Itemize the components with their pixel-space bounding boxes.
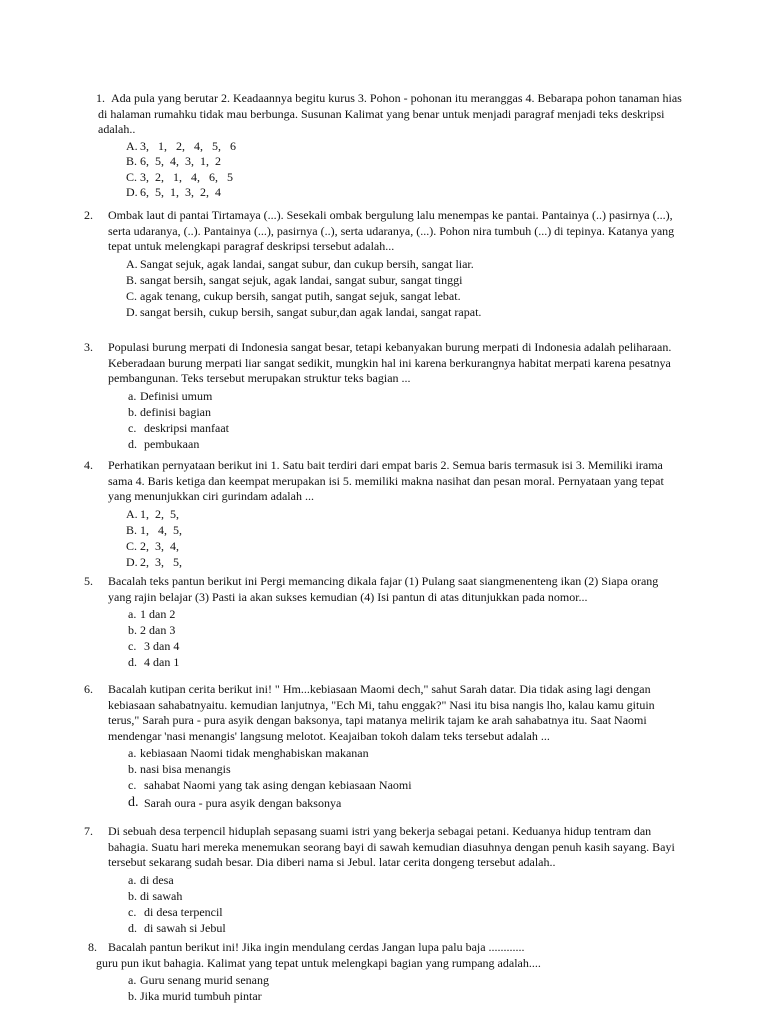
option-text: 3, 1, 2, 4, 5, 6 [140, 138, 236, 153]
option-d[interactable] [126, 554, 684, 570]
option-text: di desa [140, 872, 174, 887]
option-text: 4 dan 1 [144, 655, 180, 669]
question-1-options [126, 139, 684, 201]
option-letter: D. [126, 304, 138, 319]
question-6 [84, 682, 684, 811]
question-5-stem [84, 574, 684, 605]
option-text: di sawah [140, 888, 183, 903]
option-letter: B. [126, 522, 138, 537]
option-c[interactable] [128, 638, 684, 654]
option-c[interactable] [128, 420, 684, 436]
option-letter: b. [128, 762, 137, 776]
option-text: 1 dan 2 [140, 607, 176, 621]
option-b[interactable] [126, 272, 684, 288]
question-number: 7. [84, 824, 93, 838]
option-text: Guru senang murid senang [140, 973, 269, 987]
option-text: definisi bagian [140, 404, 211, 419]
question-text: Populasi burung merpati di Indonesia sangat besar, tetapi kebanyakan burung merpati di Indonesia adalah peliharaan. Keberadaan burung merpati liar sangat sedikit, mungkin hal ini karena berkurangnya habitat merpati karena pesatnya pembangunan. Teks tersebut merupakan struktur teks bagian ... [108, 340, 672, 385]
option-d[interactable] [128, 654, 684, 670]
option-letter: B. [126, 154, 138, 168]
option-letter: c. [128, 904, 137, 919]
option-letter: c. [128, 420, 137, 435]
option-d[interactable] [126, 304, 684, 320]
option-text: pembukaan [144, 436, 200, 451]
option-letter: b. [128, 404, 137, 419]
question-number: 8. [88, 940, 97, 954]
option-letter: c. [128, 639, 137, 653]
option-text: Sarah oura - pura asyik dengan baksonya [144, 796, 342, 810]
option-d[interactable] [126, 185, 684, 201]
option-letter: d. [128, 795, 139, 810]
option-b[interactable] [128, 404, 684, 420]
option-a[interactable] [128, 972, 688, 988]
option-letter: D. [126, 554, 138, 569]
option-text: Definisi umum [140, 388, 213, 403]
question-text: Bacalah kutipan cerita berikut ini! " Hm...kebiasaan Maomi dech," sahut Sarah datar. Dia tidak asing lagi dengan kebiasaan sahabatnyaitu. kemudian lanjutnya, "Ech Mi, tahu enggak?" Nasi itu bisa nangis lho, kalau kamu gituin terus," Sarah pura - pura asyik dengan baksonya, tapi matanya melirik tajam ke arah sahabatnya itu. Saat Naomi mendengar 'nasi menangis' langsung melotot. Keajaiban tokoh dalam teks tersebut adalah ... [108, 682, 655, 743]
question-3 [84, 340, 684, 452]
question-4-options [126, 506, 684, 570]
option-text: deskripsi manfaat [144, 420, 229, 435]
option-c[interactable] [128, 777, 684, 793]
option-letter: a. [128, 872, 137, 887]
question-8-options [128, 972, 688, 1004]
question-4 [84, 458, 684, 570]
option-b[interactable] [128, 988, 688, 1004]
question-text-line-1: Bacalah pantun berikut ini! Jika ingin mendulang cerdas Jangan lupa palu baja ............ [108, 940, 525, 954]
option-text: kebiasaan Naomi tidak menghabiskan makanan [140, 746, 369, 760]
question-text: Ada pula yang berutar 2. Keadaannya begitu kurus 3. Pohon - pohonan itu meranggas 4. Bebarapa pohon tanaman hias di halaman rumahku tidak mau berbunga. Susunan Kalimat yang benar untuk menjadi paragraf menjadi teks deskripsi adalah.. [98, 91, 682, 136]
question-4-stem [84, 458, 684, 505]
option-letter: d. [128, 655, 137, 669]
question-7 [84, 824, 684, 936]
question-number: 2. [84, 208, 93, 222]
option-letter: b. [128, 888, 137, 903]
option-letter: c. [128, 778, 137, 792]
question-8-stem [88, 940, 688, 971]
option-text: 2, 3, 4, [140, 538, 179, 553]
option-text: 2 dan 3 [140, 623, 176, 637]
option-b[interactable] [126, 154, 684, 170]
question-2-options [126, 256, 684, 320]
option-a[interactable] [128, 872, 684, 888]
option-text: Jika murid tumbuh pintar [140, 989, 262, 1003]
option-text: agak tenang, cukup bersih, sangat putih, sangat sejuk, sangat lebat. [140, 288, 461, 303]
question-3-stem [84, 340, 684, 387]
question-number: 4. [84, 458, 93, 472]
question-3-options [128, 388, 684, 452]
option-letter: d. [128, 920, 137, 935]
option-text: di sawah si Jebul [144, 920, 226, 935]
option-text: sangat bersih, cukup bersih, sangat subur,dan agak landai, sangat rapat. [140, 304, 482, 319]
option-text: di desa terpencil [144, 904, 223, 919]
option-text: 3, 2, 1, 4, 6, 5 [140, 169, 233, 184]
option-letter: B. [126, 272, 138, 287]
question-1-stem [84, 91, 684, 138]
option-letter: A. [126, 138, 138, 153]
question-text: Perhatikan pernyataan berikut ini 1. Satu bait terdiri dari empat baris 2. Semua baris termasuk isi 3. Memiliki irama sama 4. Baris ketiga dan keempat merupakan isi 5. memiliki makna nasihat dan pesan moral. Pernyataan yang tepat yang menunjukkan ciri gurindam adalah ... [108, 458, 664, 503]
option-c[interactable] [126, 288, 684, 304]
option-letter: D. [126, 185, 138, 199]
option-letter: A. [126, 256, 138, 271]
option-text: 6, 5, 1, 3, 2, 4 [140, 185, 221, 199]
option-letter: b. [128, 623, 137, 637]
question-text: Di sebuah desa terpencil hiduplah sepasang suami istri yang bekerja sebagai petani. Keduanya hidup tentram dan bahagia. Suatu hari mereka menemukan seorang bayi di sawah kemudian diasuhnya dengan penuh kasih sayang. Bayi tersebut sekarang sudah besar. Dia diberi nama si Jebul. latar cerita dongeng tersebut adalah.. [108, 824, 675, 869]
option-text: nasi bisa menangis [140, 762, 231, 776]
option-d[interactable] [128, 436, 684, 452]
option-a[interactable] [126, 139, 684, 155]
option-b[interactable] [128, 761, 684, 777]
option-letter: d. [128, 436, 137, 451]
option-b[interactable] [128, 888, 684, 904]
option-a[interactable] [126, 256, 684, 272]
option-text: Sangat sejuk, agak landai, sangat subur, dan cukup bersih, sangat liar. [140, 256, 474, 271]
option-letter: a. [128, 973, 137, 987]
question-number: 6. [84, 682, 93, 696]
option-d[interactable] [128, 920, 684, 936]
option-letter: b. [128, 989, 137, 1003]
option-letter: A. [126, 506, 138, 521]
option-letter: C. [126, 538, 138, 553]
question-number: 5. [84, 574, 93, 588]
option-text: sahabat Naomi yang tak asing dengan kebiasaan Naomi [144, 778, 412, 792]
option-text: 3 dan 4 [144, 639, 180, 653]
option-c[interactable] [126, 170, 684, 186]
option-b[interactable] [126, 522, 684, 538]
option-letter: a. [128, 746, 137, 760]
option-d[interactable] [128, 795, 684, 811]
option-letter: C. [126, 169, 138, 184]
question-6-options [128, 745, 684, 811]
question-number: 1. [96, 91, 105, 105]
question-7-stem [84, 824, 684, 871]
option-c[interactable] [128, 904, 684, 920]
question-2 [84, 208, 684, 320]
option-b[interactable] [128, 622, 684, 638]
option-a[interactable] [126, 506, 684, 522]
question-5-options [128, 606, 684, 670]
option-letter: a. [128, 388, 137, 403]
option-text: 1, 2, 5, [140, 506, 179, 521]
question-text: Bacalah teks pantun berikut ini Pergi memancing dikala fajar (1) Pulang saat siangmenenteng ikan (2) Siapa orang yang rajin belajar (3) Pasti ia akan sukses kemudian (4) Isi pantun di atas ditunjukkan pada nomor... [108, 574, 659, 604]
question-text: Ombak laut di pantai Tirtamaya (...). Sesekali ombak bergulung lalu menempas ke pantai. Pantainya (..) pasirnya (...), serta udaranya, (..). Pantainya (...), pasirnya (..), serta udaranya, (...). Pohon nira tumbuh (...) di tepinya. Katanya yang tepat untuk melengkapi paragraf deskripsi tersebut adalah... [108, 208, 675, 253]
option-text: sangat bersih, sangat sejuk, agak landai, sangat subur, sangat tinggi [140, 272, 463, 287]
question-number: 3. [84, 340, 93, 354]
option-a[interactable] [128, 745, 684, 761]
option-a[interactable] [128, 388, 684, 404]
option-c[interactable] [126, 538, 684, 554]
question-7-options [128, 872, 684, 936]
question-text-line-2: guru pun ikut bahagia. Kalimat yang tepat untuk melengkapi bagian yang rumpang adalah.... [96, 955, 541, 970]
option-a[interactable] [128, 606, 684, 622]
question-6-stem [84, 682, 684, 744]
question-1 [84, 91, 684, 201]
option-text: 2, 3, 5, [140, 554, 182, 569]
option-letter: a. [128, 607, 137, 621]
question-2-stem [84, 208, 684, 255]
option-text: 1, 4, 5, [140, 522, 182, 537]
question-5 [84, 574, 684, 670]
question-8 [88, 940, 688, 1004]
option-letter: C. [126, 288, 138, 303]
option-text: 6, 5, 4, 3, 1, 2 [140, 154, 221, 168]
